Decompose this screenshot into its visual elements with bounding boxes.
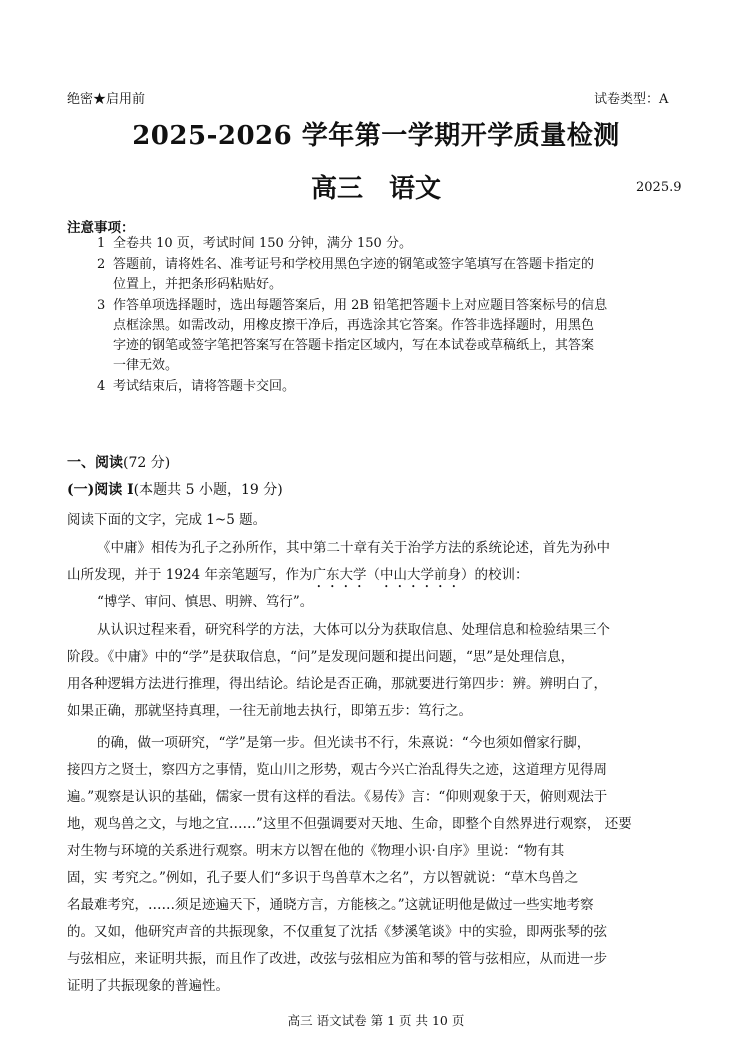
paper-type: 试卷类型：A bbox=[594, 92, 669, 107]
notice-item-number: 3 bbox=[97, 298, 106, 313]
passage-line: 的确，做一项研究，“学”是第一步。但光读书不行，朱熹说：“今也须如僧家行脚， bbox=[97, 735, 591, 751]
notice-item-line: 位置上，并把条形码粘贴好。 bbox=[113, 277, 283, 292]
passage-line bbox=[67, 563, 528, 591]
exam-date: 2025.9 bbox=[636, 180, 682, 195]
passage-line: 用各种逻辑方法进行推理，得出结论。结论是否正确，那就要进行第四步：辨。辨明白了， bbox=[67, 676, 607, 692]
passage-line: 对生物与环境的关系进行观察。明末方以智在他的《物理小识·自序》里说：“物有其 bbox=[67, 843, 565, 859]
passage-line: 证明了共振现象的普遍性。 bbox=[67, 978, 229, 994]
passage-line: 《中庸》相传为孔子之孙所作，其中第二十章有关于治学方法的系统论述，首先为孙中 bbox=[97, 540, 610, 556]
emphasized-text: 广东大学（中山大学前身） bbox=[312, 567, 475, 583]
subsection-info: (本题共 5 小题，19 分) bbox=[133, 482, 283, 498]
notice-item-line: 点框涂黑。如需改动，用橡皮擦干净后，再选涂其它答案。作答非选择题时，用黑色 bbox=[113, 318, 595, 333]
passage-line: 如果正确，那就坚持真理，一往无前地去执行，即第五步：笃行之。 bbox=[67, 703, 472, 719]
notice-item-number: 2 bbox=[97, 257, 106, 272]
passage-line: 接四方之贤士，察四方之事情，览山川之形势，观古今兴亡治乱得失之迹，这道理方见得周 bbox=[67, 762, 607, 778]
exam-title: 2025-2026 学年第一学期开学质量检测 bbox=[132, 121, 620, 151]
passage-line: 地，观鸟兽之文，与地之宜……”这里不但强调要对天地、生命，即整个自然界进行观察， 还要 bbox=[67, 816, 632, 832]
page-footer: 高三 语文试卷 第 1 页 共 10 页 bbox=[287, 1013, 465, 1028]
notice-item-line: 字迹的钢笔或签字笔把答案写在答题卡指定区域内，写在本试卷或草稿纸上，其答案 bbox=[113, 338, 595, 353]
notice-item-number: 4 bbox=[97, 379, 106, 394]
passage-line: 遍。”观察是认识的基础，儒家一贯有这样的看法。《易传》言：“仰则观象于天，俯则观法于 bbox=[67, 789, 608, 805]
passage-line: 从认识过程来看，研究科学的方法，大体可以分为获取信息、处理信息和检验结果三个 bbox=[97, 622, 610, 638]
notice-item-line: 作答单项选择题时，选出每题答案后，用 2B 铅笔把答题卡上对应题目答案标号的信息 bbox=[113, 298, 608, 313]
subsection-title: (一)阅读 I bbox=[67, 482, 134, 498]
passage-line: 名最难考究，……须足迹遍天下，通晓方言，方能核之。”这就证明他是做过一些实地考察 bbox=[67, 897, 594, 913]
passage-line: 阶段。《中庸》中的“学”是获取信息，“问”是发现问题和提出问题，“思”是处理信息， bbox=[67, 649, 575, 665]
passage-line: 固，实 考究之。”例如，孔子要人们“多识于鸟兽草木之名”，方以智就说：“草木鸟兽之 bbox=[67, 870, 579, 886]
notice-item-line: 答题前，请将姓名、准考证号和学校用黑色字迹的钢笔或签字笔填写在答题卡指定的 bbox=[113, 257, 595, 272]
motto-quote: “博学、审问、慎思、明辨、笃行”。 bbox=[97, 594, 314, 610]
notice-heading: 注意事项： bbox=[67, 220, 135, 236]
passage-segment: 的校训： bbox=[474, 567, 529, 583]
notice-item-line: 考试结束后，请将答题卡交回。 bbox=[113, 379, 296, 394]
passage-line: 与弦相应，来证明共振，而且作了改进，改弦与弦相应为笛和琴的管与弦相应，从而进一步 bbox=[67, 951, 607, 967]
passage-segment: 山所发现，并于 1924 年亲笔题写，作为 bbox=[67, 567, 313, 583]
reading-instruction: 阅读下面的文字，完成 1~5 题。 bbox=[67, 512, 267, 528]
section-score: (72 分) bbox=[123, 455, 171, 471]
section-title: 一、阅读 bbox=[67, 455, 123, 471]
section-heading bbox=[67, 452, 170, 472]
secret-label: 绝密★启用前 bbox=[67, 92, 146, 107]
notice-item-line: 一律无效。 bbox=[113, 358, 179, 373]
exam-subject: 高三 语文 bbox=[310, 174, 441, 204]
passage-line: 的。又如，他研究声音的共振现象，不仅重复了沈括《梦溪笔谈》中的实验，即两张琴的弦 bbox=[67, 924, 607, 940]
notice-item-line: 全卷共 10 页，考试时间 150 分钟，满分 150 分。 bbox=[113, 236, 412, 251]
subsection-heading bbox=[67, 479, 283, 499]
notice-item-number: 1 bbox=[97, 236, 106, 251]
